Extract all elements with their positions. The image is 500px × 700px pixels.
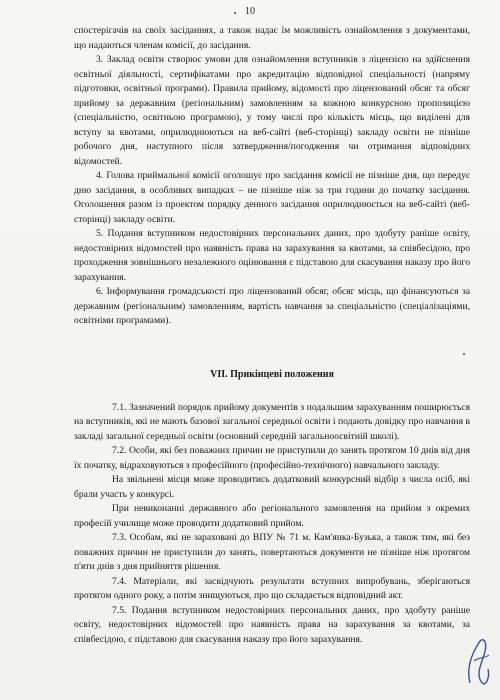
- scan-dot: [463, 353, 465, 355]
- page-number: 10: [245, 6, 255, 17]
- section-text-lower: [74, 368, 470, 647]
- paragraph-7-2-c: При невиконанні державного або регіонального замовлення на прийом з окремих професій училище може проводити додатковий прийом.: [74, 503, 470, 529]
- paragraph-6: 6. Інформування громадськості про ліцензований обсяг, обсяг місць, що фінансуються за державним (регіональним) замовленням, вартість навчання за спеціальністю (спеціалізаціями, освітніми програмами).: [74, 286, 470, 326]
- paragraph-7-1: 7.1. Зазначений порядок прийому документів з подальшим зарахуванням поширюється на вступників, які не мають базової загальної середньої освіти і подають довідку про навчання в закладі загальної середньої освіти (основний середній загальноосвітній школі).: [74, 401, 470, 442]
- paragraph-7-5: 7.5. Подання вступником недостовірних персональних даних, про здобуту раніше освіту, недостовірних відомостей про наявність права на зарахування за квотами, за співбесідою, є підставою для скасування наказу про його зарахування.: [74, 604, 470, 645]
- paragraph-7-2: 7.2. Особи, які без поважних причин не приступили до занять протягом 10 днів від дня їх початку, відраховуються з професійного (професійно-технічного) навчального закладу.: [74, 445, 470, 471]
- paragraph-4: 4. Голова приймальної комісії оголошує про засідання комісії не пізніше дня, що передує дню засідання, в особливих випадках – не пізніше ніж за три години до початку засідання. Оголошення разом із проектом порядку денного засідання оприлюднюється на веб-сайті (веб-сторінці) закладу освіти.: [74, 170, 470, 225]
- signature-mark: [462, 633, 492, 688]
- paragraph-5: 5. Подання вступником недостовірних персональних даних, про здобуту раніше освіту, недостовірних відомостей про наявність права на зарахування за квотами, за співбесідою, про проходження зовнішнього незалежного оцінювання є підставою для скасування наказу про його зарахування.: [74, 228, 470, 283]
- paragraph-7-4: 7.4. Матеріали, які засвідчують результати вступних випробувань, зберігаються протягом одного року, а потім знищуються, про що складається відповідний акт.: [74, 575, 470, 601]
- paragraph-7-3: 7.3. Особам, які не зараховані до ВПУ № 71 м. Кам'янка-Бузька, а також тим, які без поважних причин не приступили до занять, повертаються документи не пізніше ніж протягом п'яти днів з дня прийняття рішення.: [74, 532, 470, 572]
- paragraph-7-2-b: На звільнені місця може проводитись додатковий конкурсний відбір з числа осіб, які брали участь у конкурсі.: [74, 474, 470, 500]
- section-title: VII. Прикінцеві положення: [210, 369, 334, 380]
- section-text-upper: [74, 24, 470, 329]
- paragraph-3: 3. Заклад освіти створює умови для ознайомлення вступників з ліцензією на здійснення освітньої діяльності, сертифікатами про акредитацію відповідної спеціальності (напряму підготовки, освітньої програми). Правила прийому, відомості про ліцензований обсяг та обсяг прийому за державним (регіональним) замовленням за кожною конкурсною пропозицією (спеціальністю, освітньою програмою), у тому числі про кількість місць, що виділені для вступу за квотами, оприлюднюються на веб-сайті (веб-сторінці) закладу освіти не пізніше робочого дня, наступного після затвердження/погодження чи отримання відповідних відомостей.: [74, 54, 470, 167]
- paragraph-continuation: спостерігачів на своїх засіданнях, а також надає їм можливість ознайомлення з документами, що надаються членам комісії, до засідання.: [74, 25, 470, 51]
